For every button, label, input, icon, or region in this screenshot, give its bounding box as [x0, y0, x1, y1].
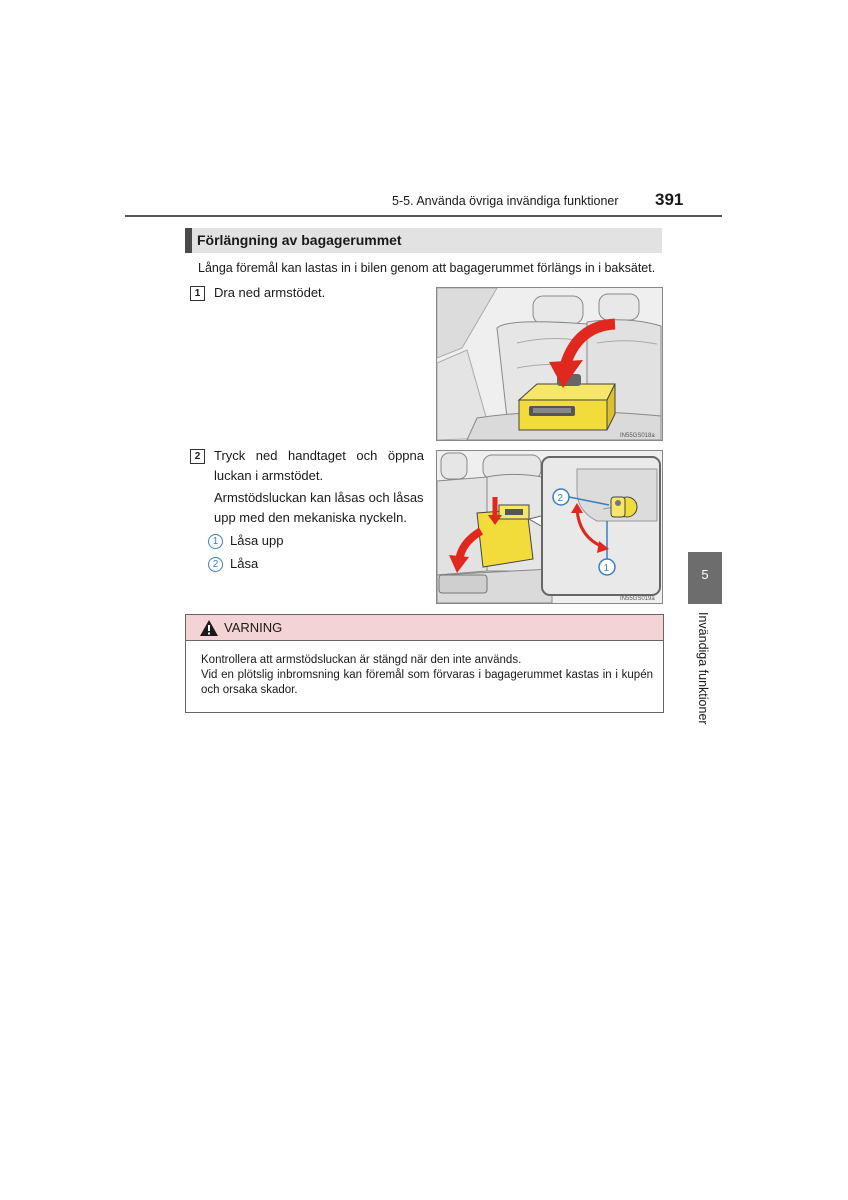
warning-box [185, 614, 664, 713]
chapter-tab: 5 [688, 552, 722, 604]
warning-icon [199, 619, 219, 637]
step-1-text: Dra ned armstödet. [214, 285, 326, 300]
armrest-lid-lock-image [437, 451, 662, 603]
option-1-label: Låsa upp [230, 533, 284, 548]
page-number: 391 [655, 190, 684, 209]
option-2-number: 2 [208, 557, 223, 572]
section-heading [185, 228, 662, 253]
warning-text [201, 653, 653, 698]
option-2-label: Låsa [230, 556, 259, 571]
step-2-number: 2 [190, 449, 205, 464]
step-2-note-line2: upp med den mekaniska nyckeln. [214, 510, 407, 525]
armrest-lid-illustration [436, 450, 663, 604]
warning-header [186, 615, 663, 641]
warning-line-1: Kontrollera att armstödsluckan är stängd när den inte används. [201, 654, 522, 666]
option-1-number: 1 [208, 534, 223, 549]
chapter-tab-text: Invändiga funktioner [696, 612, 710, 725]
chapter-tab-label [686, 612, 722, 732]
armrest-down-image [437, 288, 662, 440]
warning-label: VARNING [224, 620, 283, 635]
step-1-number: 1 [190, 286, 205, 301]
header-rule [125, 215, 722, 217]
step-2-note-line1: Armstödsluckan kan låsas och låsas [214, 490, 424, 505]
section-marker [185, 228, 192, 253]
step-2-text-line2: luckan i armstödet. [214, 468, 324, 483]
image-code: IN55GS018a [620, 433, 655, 439]
step-2-text-line1: Tryck ned handtaget och öppna [214, 448, 424, 463]
armrest-illustration [436, 287, 663, 441]
warning-line-2: Vid en plötslig inbromsning kan föremål som förvaras i bagagerummet kastas in i kupén och orsaka skador. [201, 669, 653, 696]
image-code-2: IN55GS019a [620, 596, 655, 602]
callout-1: 1 [603, 563, 610, 574]
chapter-title: 5-5. Använda övriga invändiga funktioner [392, 194, 619, 208]
callout-2: 2 [557, 493, 564, 504]
section-title: Förlängning av bagagerummet [197, 232, 402, 248]
section-intro: Långa föremål kan lastas in i bilen genom att bagagerummet förlängs in i baksätet. [198, 261, 656, 275]
